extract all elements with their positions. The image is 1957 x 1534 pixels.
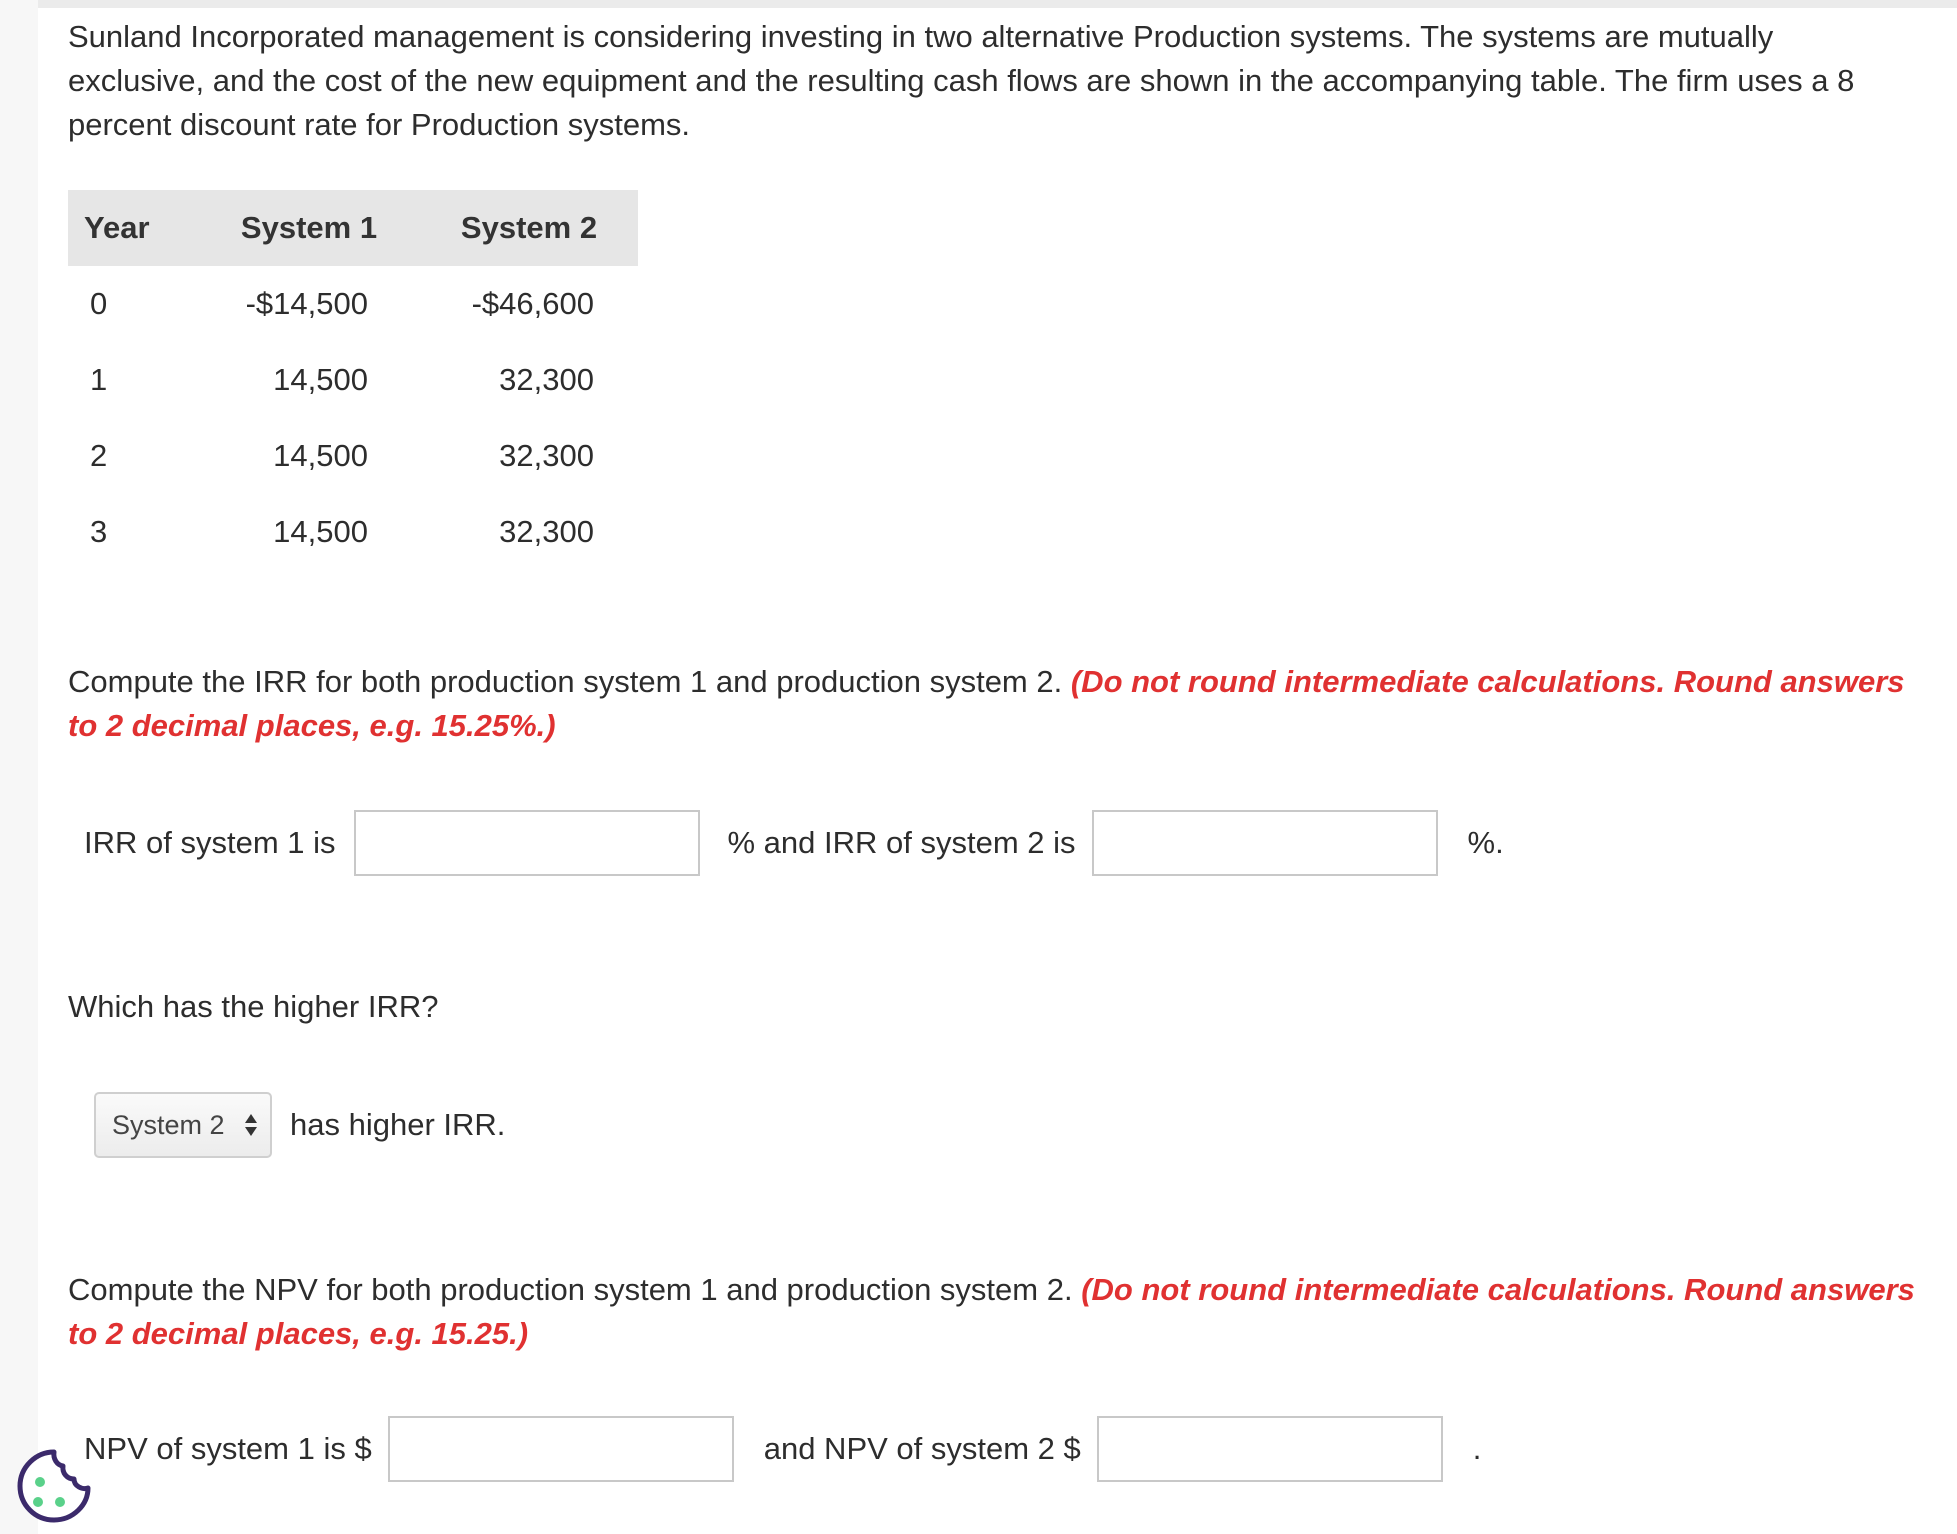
header-system-2: System 2: [420, 190, 638, 266]
header-system-1: System 1: [198, 190, 420, 266]
irr-label-1: IRR of system 1 is: [84, 825, 336, 860]
cell-year: 0: [90, 286, 108, 321]
cell-system-2: -$46,600: [471, 286, 594, 321]
cell-year: 3: [90, 514, 108, 549]
left-gutter: [0, 0, 38, 1534]
updown-arrows-icon-svg: [244, 1113, 258, 1137]
npv-question: [68, 1268, 1938, 1356]
npv-question-hint: (Do not round intermediate calculations. Round answers to 2 decimal places, e.g. 15.25.): [68, 1272, 1915, 1351]
npv-label-3: .: [1472, 1431, 1482, 1466]
table-row: [68, 418, 638, 494]
npv-label-2: and NPV of system 2 $: [763, 1431, 1081, 1466]
table-row: [68, 494, 638, 570]
irr-question-text: Compute the IRR for both production system 1 and production system 2.: [68, 664, 1063, 699]
higher-irr-question: Which has the higher IRR?: [68, 989, 439, 1024]
irr-answer-row: [84, 810, 1504, 876]
cell-year: 2: [90, 438, 108, 473]
top-divider: [38, 0, 1957, 8]
higher-irr-select[interactable]: [94, 1092, 272, 1158]
cell-system-2: 32,300: [499, 438, 594, 473]
npv-system-2-input[interactable]: [1097, 1416, 1443, 1482]
higher-irr-suffix: has higher IRR.: [290, 1107, 506, 1142]
irr-label-3: %.: [1467, 825, 1504, 860]
cookie-icon[interactable]: [14, 1446, 94, 1526]
cell-system-1: -$14,500: [245, 286, 368, 321]
table-row: [68, 266, 638, 342]
npv-question-text: Compute the NPV for both production system 1 and production system 2.: [68, 1272, 1073, 1307]
cell-system-1: 14,500: [273, 514, 368, 549]
irr-question-hint: (Do not round intermediate calculations. Round answers to 2 decimal places, e.g. 15.25%.): [68, 664, 1905, 743]
npv-system-1-input[interactable]: [388, 1416, 734, 1482]
updown-arrows-icon: [244, 1113, 258, 1137]
cell-system-2: 32,300: [499, 514, 594, 549]
table-header-row: [68, 190, 638, 266]
irr-question: [68, 660, 1938, 748]
irr-system-1-input[interactable]: [354, 810, 700, 876]
npv-label-1: NPV of system 1 is $: [84, 1431, 372, 1466]
header-year: Year: [68, 190, 198, 266]
table-row: [68, 342, 638, 418]
higher-irr-selected-value: System 2: [112, 1109, 225, 1140]
cell-year: 1: [90, 362, 108, 397]
irr-system-2-input[interactable]: [1092, 810, 1438, 876]
cash-flow-table: [68, 190, 638, 570]
cookie-icon-svg: [14, 1446, 94, 1526]
npv-answer-row: [84, 1416, 1481, 1482]
intro-text: Sunland Incorporated management is considering investing in two alternative Production systems. The systems are mutually exclusive, and the cost of the new equipment and the resulting cash flows are shown in the accompanying table. The firm uses a 8 percent discount rate for Production systems.: [68, 19, 1855, 142]
higher-irr-answer-row: [94, 1092, 505, 1158]
cell-system-1: 14,500: [273, 362, 368, 397]
cell-system-2: 32,300: [499, 362, 594, 397]
cell-system-1: 14,500: [273, 438, 368, 473]
irr-label-2: % and IRR of system 2 is: [727, 825, 1076, 860]
